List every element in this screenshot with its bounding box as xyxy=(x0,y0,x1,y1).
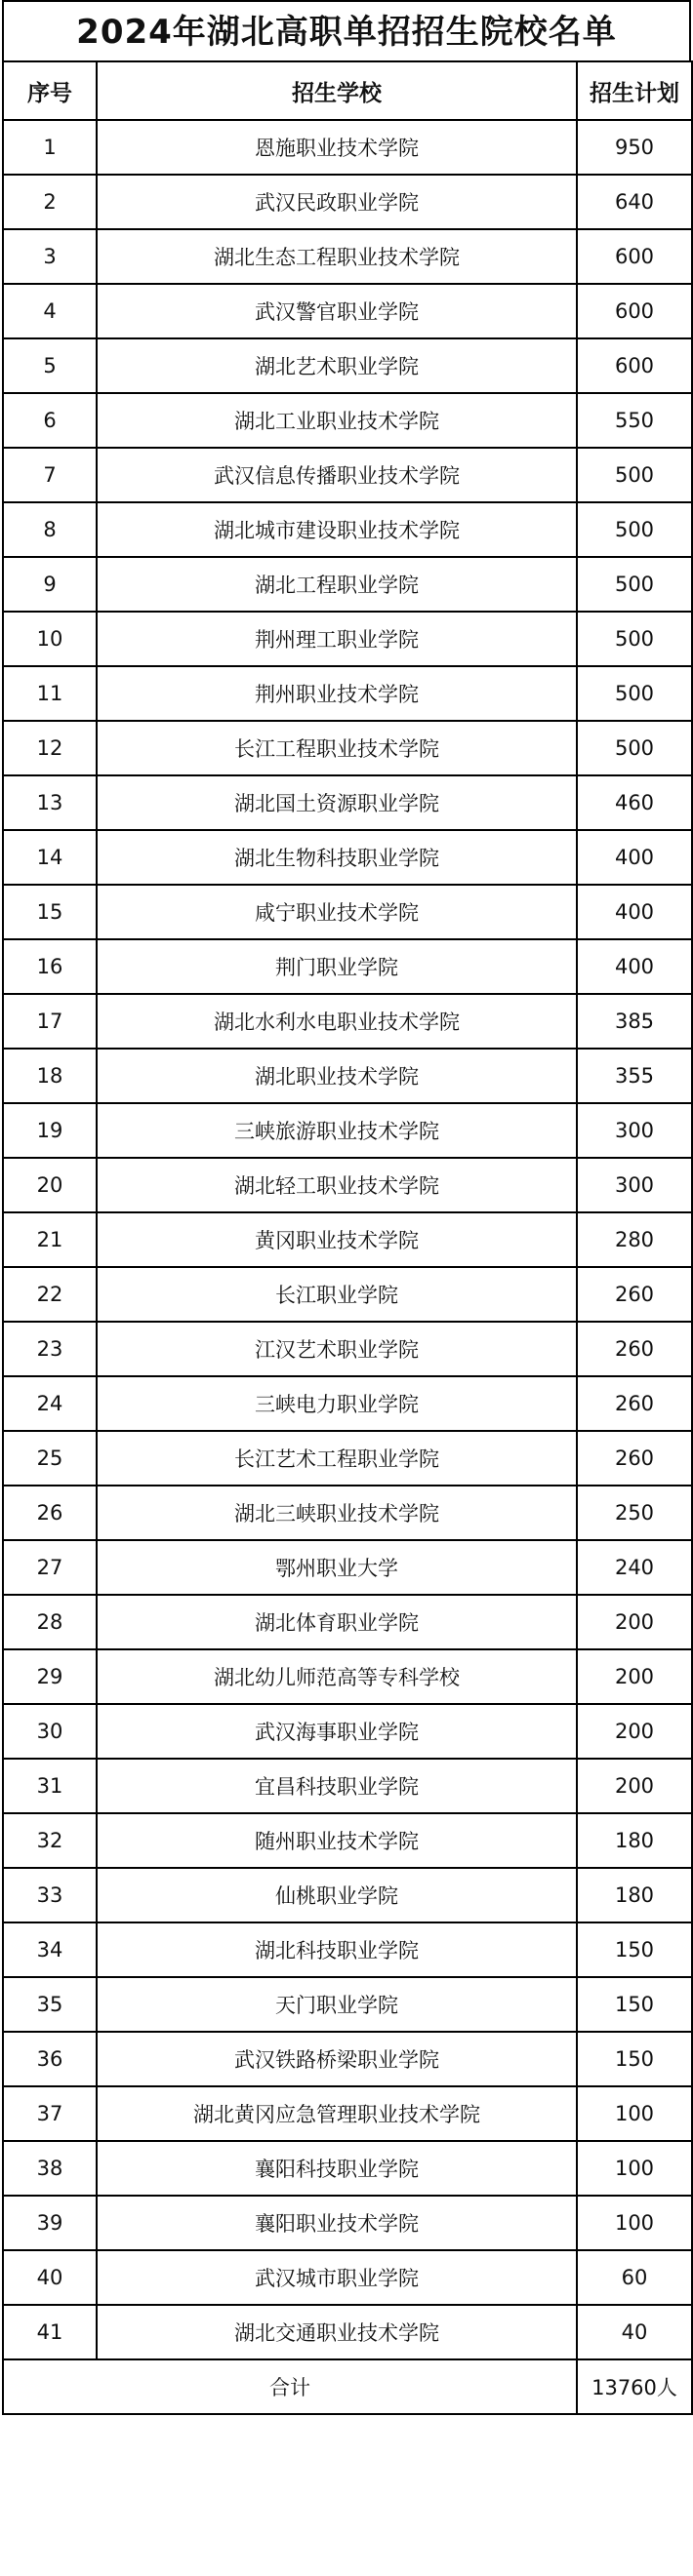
cell-index: 19 xyxy=(3,1103,97,1158)
cell-index: 32 xyxy=(3,1813,97,1868)
cell-plan: 280 xyxy=(577,1212,692,1267)
cell-plan: 500 xyxy=(577,612,692,666)
cell-plan: 40 xyxy=(577,2305,692,2359)
cell-school: 长江工程职业技术学院 xyxy=(97,721,577,775)
cell-index: 26 xyxy=(3,1486,97,1540)
cell-school: 湖北国土资源职业学院 xyxy=(97,775,577,830)
cell-school: 荆门职业学院 xyxy=(97,939,577,994)
cell-school: 武汉城市职业学院 xyxy=(97,2250,577,2305)
cell-school: 襄阳科技职业学院 xyxy=(97,2141,577,2196)
cell-school: 荆州职业技术学院 xyxy=(97,666,577,721)
cell-index: 17 xyxy=(3,994,97,1049)
cell-index: 41 xyxy=(3,2305,97,2359)
table-row xyxy=(3,885,692,939)
cell-plan: 400 xyxy=(577,830,692,885)
cell-school: 武汉警官职业学院 xyxy=(97,284,577,338)
cell-school: 湖北三峡职业技术学院 xyxy=(97,1486,577,1540)
cell-school: 湖北生物科技职业学院 xyxy=(97,830,577,885)
total-label: 合计 xyxy=(3,2359,577,2414)
enrollment-sheet xyxy=(2,0,691,2415)
cell-plan: 400 xyxy=(577,885,692,939)
table-row xyxy=(3,229,692,284)
cell-school: 湖北交通职业技术学院 xyxy=(97,2305,577,2359)
cell-school: 三峡旅游职业技术学院 xyxy=(97,1103,577,1158)
cell-index: 1 xyxy=(3,120,97,175)
table-row xyxy=(3,2141,692,2196)
cell-index: 16 xyxy=(3,939,97,994)
table-row xyxy=(3,612,692,666)
cell-index: 9 xyxy=(3,557,97,612)
table-row xyxy=(3,721,692,775)
cell-index: 15 xyxy=(3,885,97,939)
cell-plan: 950 xyxy=(577,120,692,175)
cell-plan: 250 xyxy=(577,1486,692,1540)
cell-index: 30 xyxy=(3,1704,97,1759)
cell-index: 12 xyxy=(3,721,97,775)
cell-plan: 100 xyxy=(577,2196,692,2250)
cell-index: 4 xyxy=(3,284,97,338)
cell-school: 咸宁职业技术学院 xyxy=(97,885,577,939)
cell-plan: 260 xyxy=(577,1322,692,1376)
cell-index: 36 xyxy=(3,2032,97,2086)
cell-school: 鄂州职业大学 xyxy=(97,1540,577,1595)
total-value: 13760人 xyxy=(577,2359,692,2414)
cell-index: 31 xyxy=(3,1759,97,1813)
table-row xyxy=(3,2032,692,2086)
cell-school: 武汉海事职业学院 xyxy=(97,1704,577,1759)
cell-plan: 600 xyxy=(577,338,692,393)
cell-school: 湖北轻工职业技术学院 xyxy=(97,1158,577,1212)
table-row xyxy=(3,1759,692,1813)
table-row xyxy=(3,1595,692,1649)
cell-plan: 385 xyxy=(577,994,692,1049)
cell-plan: 100 xyxy=(577,2086,692,2141)
cell-school: 仙桃职业学院 xyxy=(97,1868,577,1922)
cell-school: 恩施职业技术学院 xyxy=(97,120,577,175)
cell-index: 7 xyxy=(3,448,97,502)
cell-school: 湖北工业职业技术学院 xyxy=(97,393,577,448)
cell-plan: 60 xyxy=(577,2250,692,2305)
cell-plan: 600 xyxy=(577,284,692,338)
cell-index: 34 xyxy=(3,1922,97,1977)
cell-index: 22 xyxy=(3,1267,97,1322)
cell-school: 湖北黄冈应急管理职业技术学院 xyxy=(97,2086,577,2141)
cell-school: 长江职业学院 xyxy=(97,1267,577,1322)
cell-plan: 150 xyxy=(577,1977,692,2032)
cell-school: 湖北城市建设职业技术学院 xyxy=(97,502,577,557)
cell-school: 湖北水利水电职业技术学院 xyxy=(97,994,577,1049)
table-row xyxy=(3,1267,692,1322)
cell-school: 湖北体育职业学院 xyxy=(97,1595,577,1649)
cell-school: 湖北工程职业学院 xyxy=(97,557,577,612)
table-row xyxy=(3,1813,692,1868)
cell-index: 29 xyxy=(3,1649,97,1704)
table-row xyxy=(3,393,692,448)
cell-plan: 500 xyxy=(577,721,692,775)
cell-plan: 180 xyxy=(577,1813,692,1868)
page-title: 2024年湖北高职单招招生院校名单 xyxy=(2,0,691,60)
cell-school: 湖北幼儿师范高等专科学校 xyxy=(97,1649,577,1704)
cell-index: 39 xyxy=(3,2196,97,2250)
cell-school: 三峡电力职业学院 xyxy=(97,1376,577,1431)
total-row xyxy=(3,2359,692,2414)
cell-index: 38 xyxy=(3,2141,97,2196)
table-row xyxy=(3,2086,692,2141)
table-row xyxy=(3,1486,692,1540)
table-row xyxy=(3,1868,692,1922)
cell-school: 武汉信息传播职业技术学院 xyxy=(97,448,577,502)
cell-index: 28 xyxy=(3,1595,97,1649)
table-row xyxy=(3,994,692,1049)
cell-school: 荆州理工职业学院 xyxy=(97,612,577,666)
cell-index: 18 xyxy=(3,1049,97,1103)
table-row xyxy=(3,502,692,557)
cell-plan: 550 xyxy=(577,393,692,448)
table-row xyxy=(3,2250,692,2305)
cell-plan: 300 xyxy=(577,1103,692,1158)
cell-index: 10 xyxy=(3,612,97,666)
header-index: 序号 xyxy=(3,61,97,120)
table-row xyxy=(3,1649,692,1704)
cell-school: 武汉铁路桥梁职业学院 xyxy=(97,2032,577,2086)
cell-school: 湖北生态工程职业技术学院 xyxy=(97,229,577,284)
table-row xyxy=(3,1322,692,1376)
cell-school: 襄阳职业技术学院 xyxy=(97,2196,577,2250)
cell-plan: 460 xyxy=(577,775,692,830)
cell-plan: 200 xyxy=(577,1649,692,1704)
table-row xyxy=(3,175,692,229)
table-row xyxy=(3,1212,692,1267)
cell-index: 8 xyxy=(3,502,97,557)
cell-index: 13 xyxy=(3,775,97,830)
table-body xyxy=(3,120,692,2359)
table-row xyxy=(3,939,692,994)
table-row xyxy=(3,338,692,393)
cell-plan: 200 xyxy=(577,1759,692,1813)
cell-index: 5 xyxy=(3,338,97,393)
table-row xyxy=(3,830,692,885)
cell-plan: 500 xyxy=(577,448,692,502)
cell-plan: 500 xyxy=(577,502,692,557)
table-row xyxy=(3,557,692,612)
table-row xyxy=(3,775,692,830)
cell-index: 40 xyxy=(3,2250,97,2305)
cell-plan: 355 xyxy=(577,1049,692,1103)
cell-plan: 640 xyxy=(577,175,692,229)
cell-plan: 100 xyxy=(577,2141,692,2196)
cell-plan: 500 xyxy=(577,666,692,721)
cell-plan: 150 xyxy=(577,1922,692,1977)
cell-index: 3 xyxy=(3,229,97,284)
cell-school: 黄冈职业技术学院 xyxy=(97,1212,577,1267)
table-row xyxy=(3,448,692,502)
cell-index: 27 xyxy=(3,1540,97,1595)
cell-plan: 150 xyxy=(577,2032,692,2086)
cell-index: 33 xyxy=(3,1868,97,1922)
table-row xyxy=(3,1977,692,2032)
cell-school: 宜昌科技职业学院 xyxy=(97,1759,577,1813)
cell-index: 11 xyxy=(3,666,97,721)
cell-plan: 200 xyxy=(577,1704,692,1759)
cell-school: 武汉民政职业学院 xyxy=(97,175,577,229)
cell-index: 21 xyxy=(3,1212,97,1267)
cell-plan: 240 xyxy=(577,1540,692,1595)
cell-plan: 600 xyxy=(577,229,692,284)
table-row xyxy=(3,120,692,175)
table-row xyxy=(3,2305,692,2359)
school-table xyxy=(2,60,693,2415)
table-row xyxy=(3,666,692,721)
cell-school: 江汉艺术职业学院 xyxy=(97,1322,577,1376)
table-header-row xyxy=(3,61,692,120)
cell-school: 长江艺术工程职业学院 xyxy=(97,1431,577,1486)
table-row xyxy=(3,2196,692,2250)
cell-school: 湖北艺术职业学院 xyxy=(97,338,577,393)
cell-index: 2 xyxy=(3,175,97,229)
header-plan: 招生计划 xyxy=(577,61,692,120)
cell-index: 14 xyxy=(3,830,97,885)
cell-index: 6 xyxy=(3,393,97,448)
table-row xyxy=(3,284,692,338)
table-row xyxy=(3,1158,692,1212)
table-row xyxy=(3,1704,692,1759)
cell-plan: 260 xyxy=(577,1376,692,1431)
cell-index: 24 xyxy=(3,1376,97,1431)
cell-school: 随州职业技术学院 xyxy=(97,1813,577,1868)
table-row xyxy=(3,1922,692,1977)
cell-plan: 200 xyxy=(577,1595,692,1649)
cell-index: 23 xyxy=(3,1322,97,1376)
header-school: 招生学校 xyxy=(97,61,577,120)
cell-plan: 260 xyxy=(577,1267,692,1322)
cell-plan: 180 xyxy=(577,1868,692,1922)
cell-plan: 500 xyxy=(577,557,692,612)
table-row xyxy=(3,1540,692,1595)
cell-school: 天门职业学院 xyxy=(97,1977,577,2032)
table-row xyxy=(3,1049,692,1103)
cell-plan: 260 xyxy=(577,1431,692,1486)
cell-school: 湖北科技职业学院 xyxy=(97,1922,577,1977)
cell-index: 37 xyxy=(3,2086,97,2141)
table-row xyxy=(3,1103,692,1158)
cell-index: 20 xyxy=(3,1158,97,1212)
cell-index: 25 xyxy=(3,1431,97,1486)
cell-school: 湖北职业技术学院 xyxy=(97,1049,577,1103)
table-row xyxy=(3,1431,692,1486)
cell-index: 35 xyxy=(3,1977,97,2032)
table-row xyxy=(3,1376,692,1431)
cell-plan: 300 xyxy=(577,1158,692,1212)
cell-plan: 400 xyxy=(577,939,692,994)
